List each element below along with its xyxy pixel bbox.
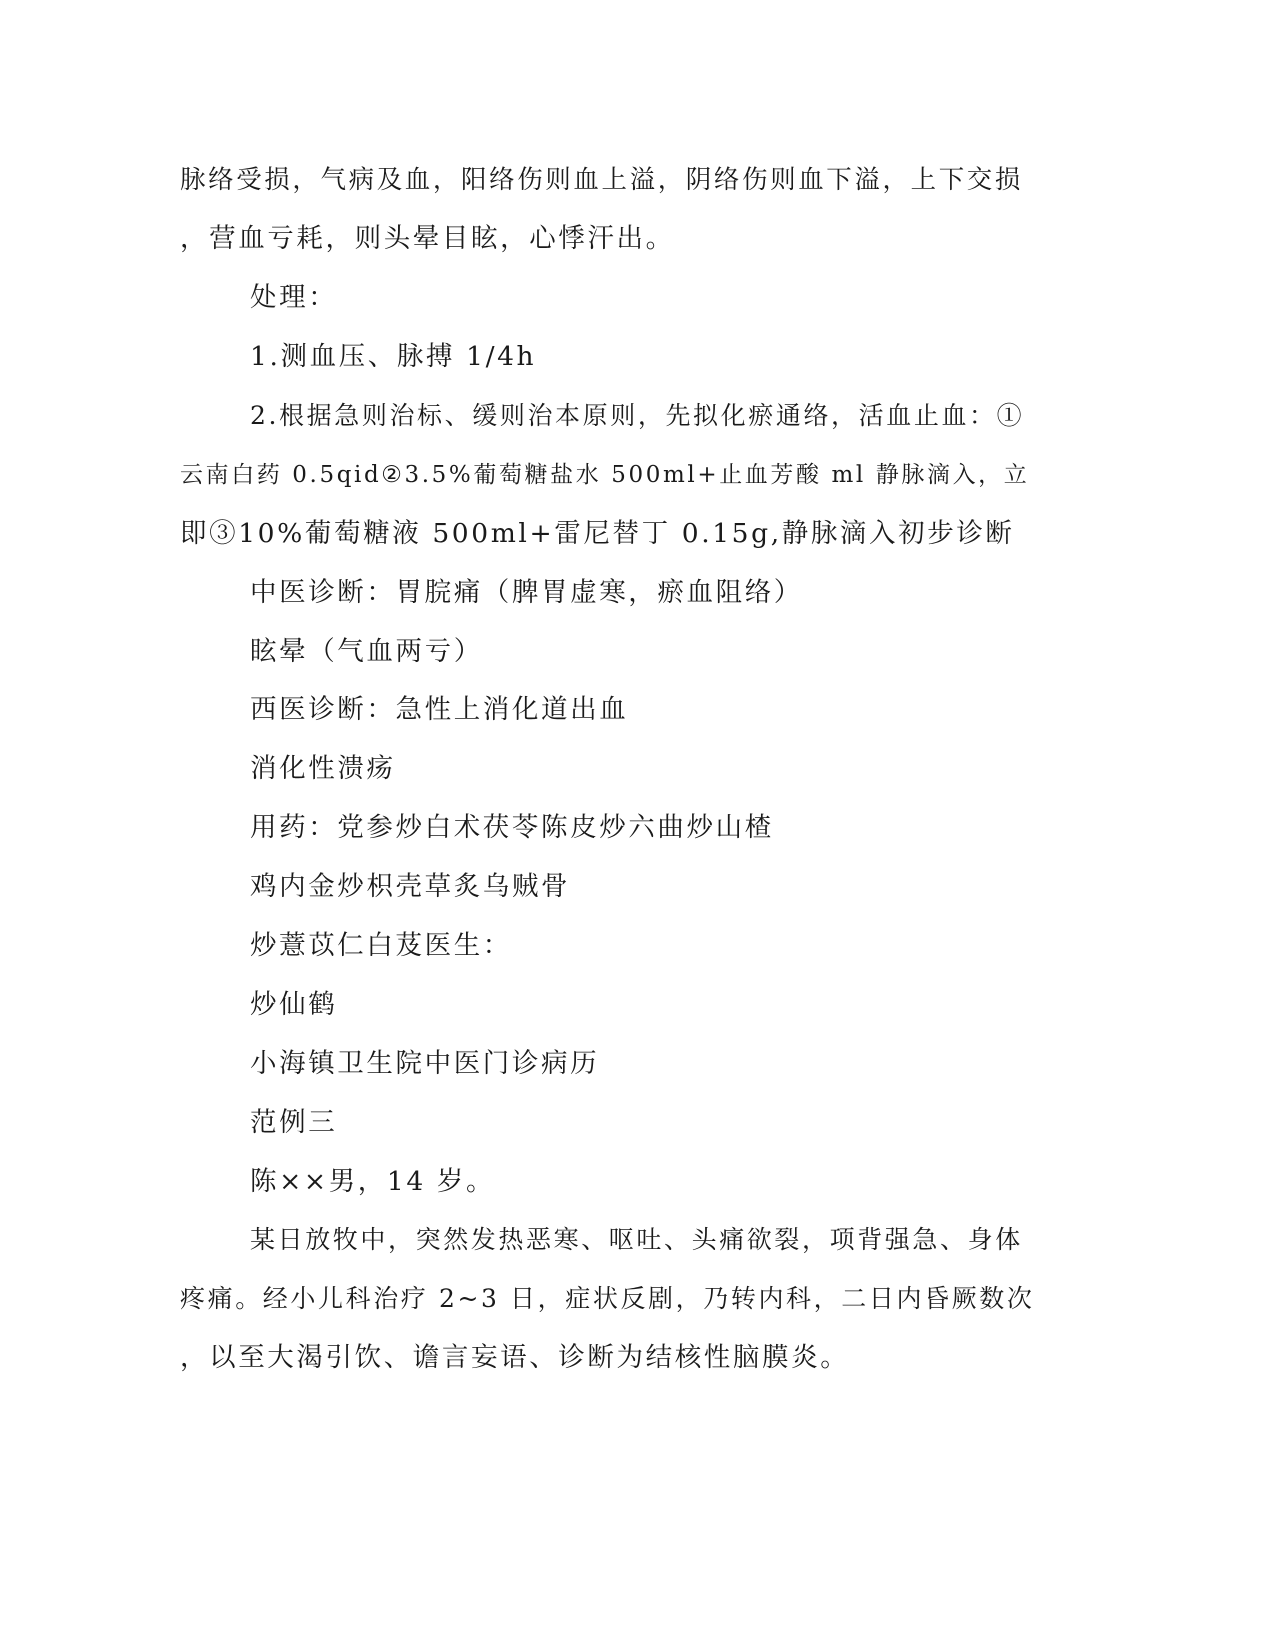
diagnosis-line: 眩晕（气血两亏） [250,636,483,667]
clinic-title: 小海镇卫生院中医门诊病历 [250,1048,600,1079]
body-line: 即③10%葡萄糖液 500ml+雷尼替丁 0.15g,静脉滴入初步诊断 [180,518,1015,549]
section-heading: 处理： [250,282,338,313]
diagnosis-line: 西医诊断：急性上消化道出血 [250,694,629,725]
patient-info: 陈××男，14 岁。 [250,1166,496,1197]
body-line: ，营血亏耗，则头晕目眩，心悸汗出。 [180,223,675,254]
body-line: 云南白药 0.5qid②3.5%葡萄糖盐水 500ml+止血芳酸 ml 静脉滴入，立 [180,462,1030,488]
list-item: 1.测血压、脉搏 1/4h [250,341,537,372]
body-line: 某日放牧中，突然发热恶寒、呕吐、头痛欲裂，项背强急、身体 [250,1225,1023,1254]
medication-line: 炒仙鹤 [250,989,338,1020]
medication-line: 炒薏苡仁白芨医生： [250,930,512,961]
list-item: 2.根据急则治标、缓则治本原则，先拟化瘀通络，活血止血：① [250,401,1025,430]
medication-line: 用药：党参炒白术茯苓陈皮炒六曲炒山楂 [250,812,774,843]
medication-line: 鸡内金炒枳壳草炙乌贼骨 [250,871,571,902]
diagnosis-line: 中医诊断：胃脘痛（脾胃虚寒，瘀血阻络） [250,577,803,608]
diagnosis-line: 消化性溃疡 [250,753,396,784]
body-line: ，以至大渴引饮、谵言妄语、诊断为结核性脑膜炎。 [180,1342,850,1373]
example-heading: 范例三 [250,1107,338,1138]
body-line: 疼痛。经小儿科治疗 2~3 日，症状反剧，乃转内科，二日内昏厥数次 [180,1284,1035,1313]
body-line: 脉络受损，气病及血，阳络伤则血上溢，阴络伤则血下溢，上下交损 [180,165,1024,195]
